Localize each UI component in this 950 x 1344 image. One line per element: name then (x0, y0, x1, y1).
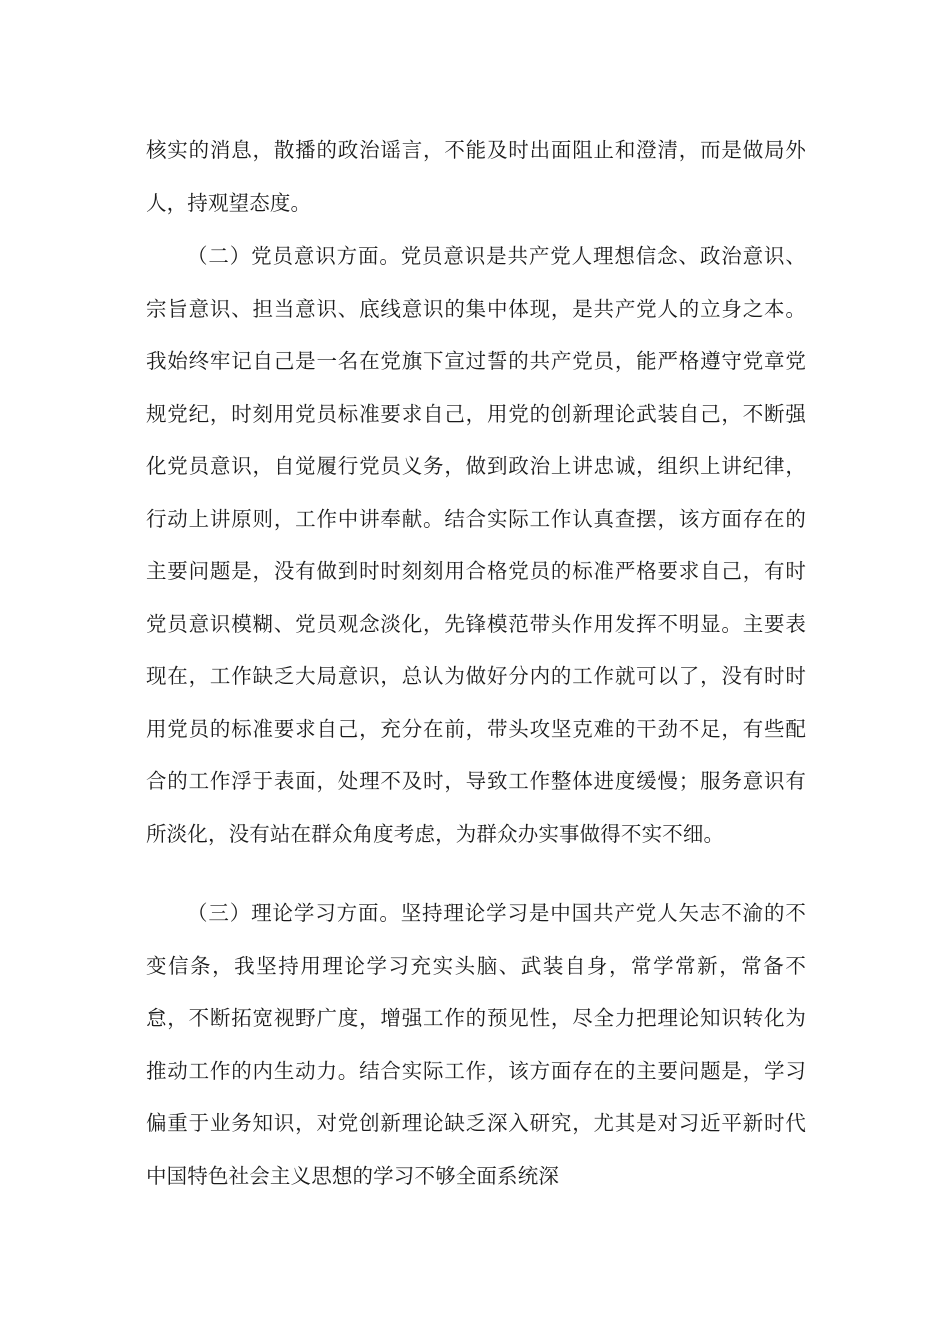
paragraph-theory-study: （三）理论学习方面。坚持理论学习是中国共产党人矢志不渝的不变信条，我坚持用理论学习充实头脑、武装自身，常学常新，常备不怠，不断拓宽视野广度，增强工作的预见性，尽全力把理论知识转化为推动工作的内生动力。结合实际工作，该方面存在的主要问题是，学习偏重于业务知识，对党创新理论缺乏深入研究，尤其是对习近平新时代中国特色社会主义思想的学习不够全面系统深 (146, 901, 806, 1188)
paragraph-party-member-awareness: （二）党员意识方面。党员意识是共产党人理想信念、政治意识、宗旨意识、担当意识、底线意识的集中体现，是共产党人的立身之本。我始终牢记自己是一名在党旗下宣过誓的共产党员，能严格遵守党章党规党纪，时刻用党员标准要求自己，用党的创新理论武装自己，不断强化党员意识，自觉履行党员义务，做到政治上讲忠诚，组织上讲纪律，行动上讲原则，工作中讲奉献。结合实际工作认真查摆，该方面存在的主要问题是，没有做到时时刻刻用合格党员的标准严格要求自己，有时党员意识模糊、党员观念淡化，先锋模范带头作用发挥不明显。主要表现在，工作缺乏大局意识，总认为做好分内的工作就可以了，没有时时用党员的标准要求自己，充分在前，带头攻坚克难的干劲不足，有些配合的工作浮于表面，处理不及时，导致工作整体进度缓慢；服务意识有所淡化，没有站在群众角度考虑，为群众办实事做得不实不细。 (146, 244, 806, 846)
paragraph-continuation: 核实的消息，散播的政治谣言，不能及时出面阻止和澄清，而是做局外人，持观望态度。 (146, 138, 806, 215)
